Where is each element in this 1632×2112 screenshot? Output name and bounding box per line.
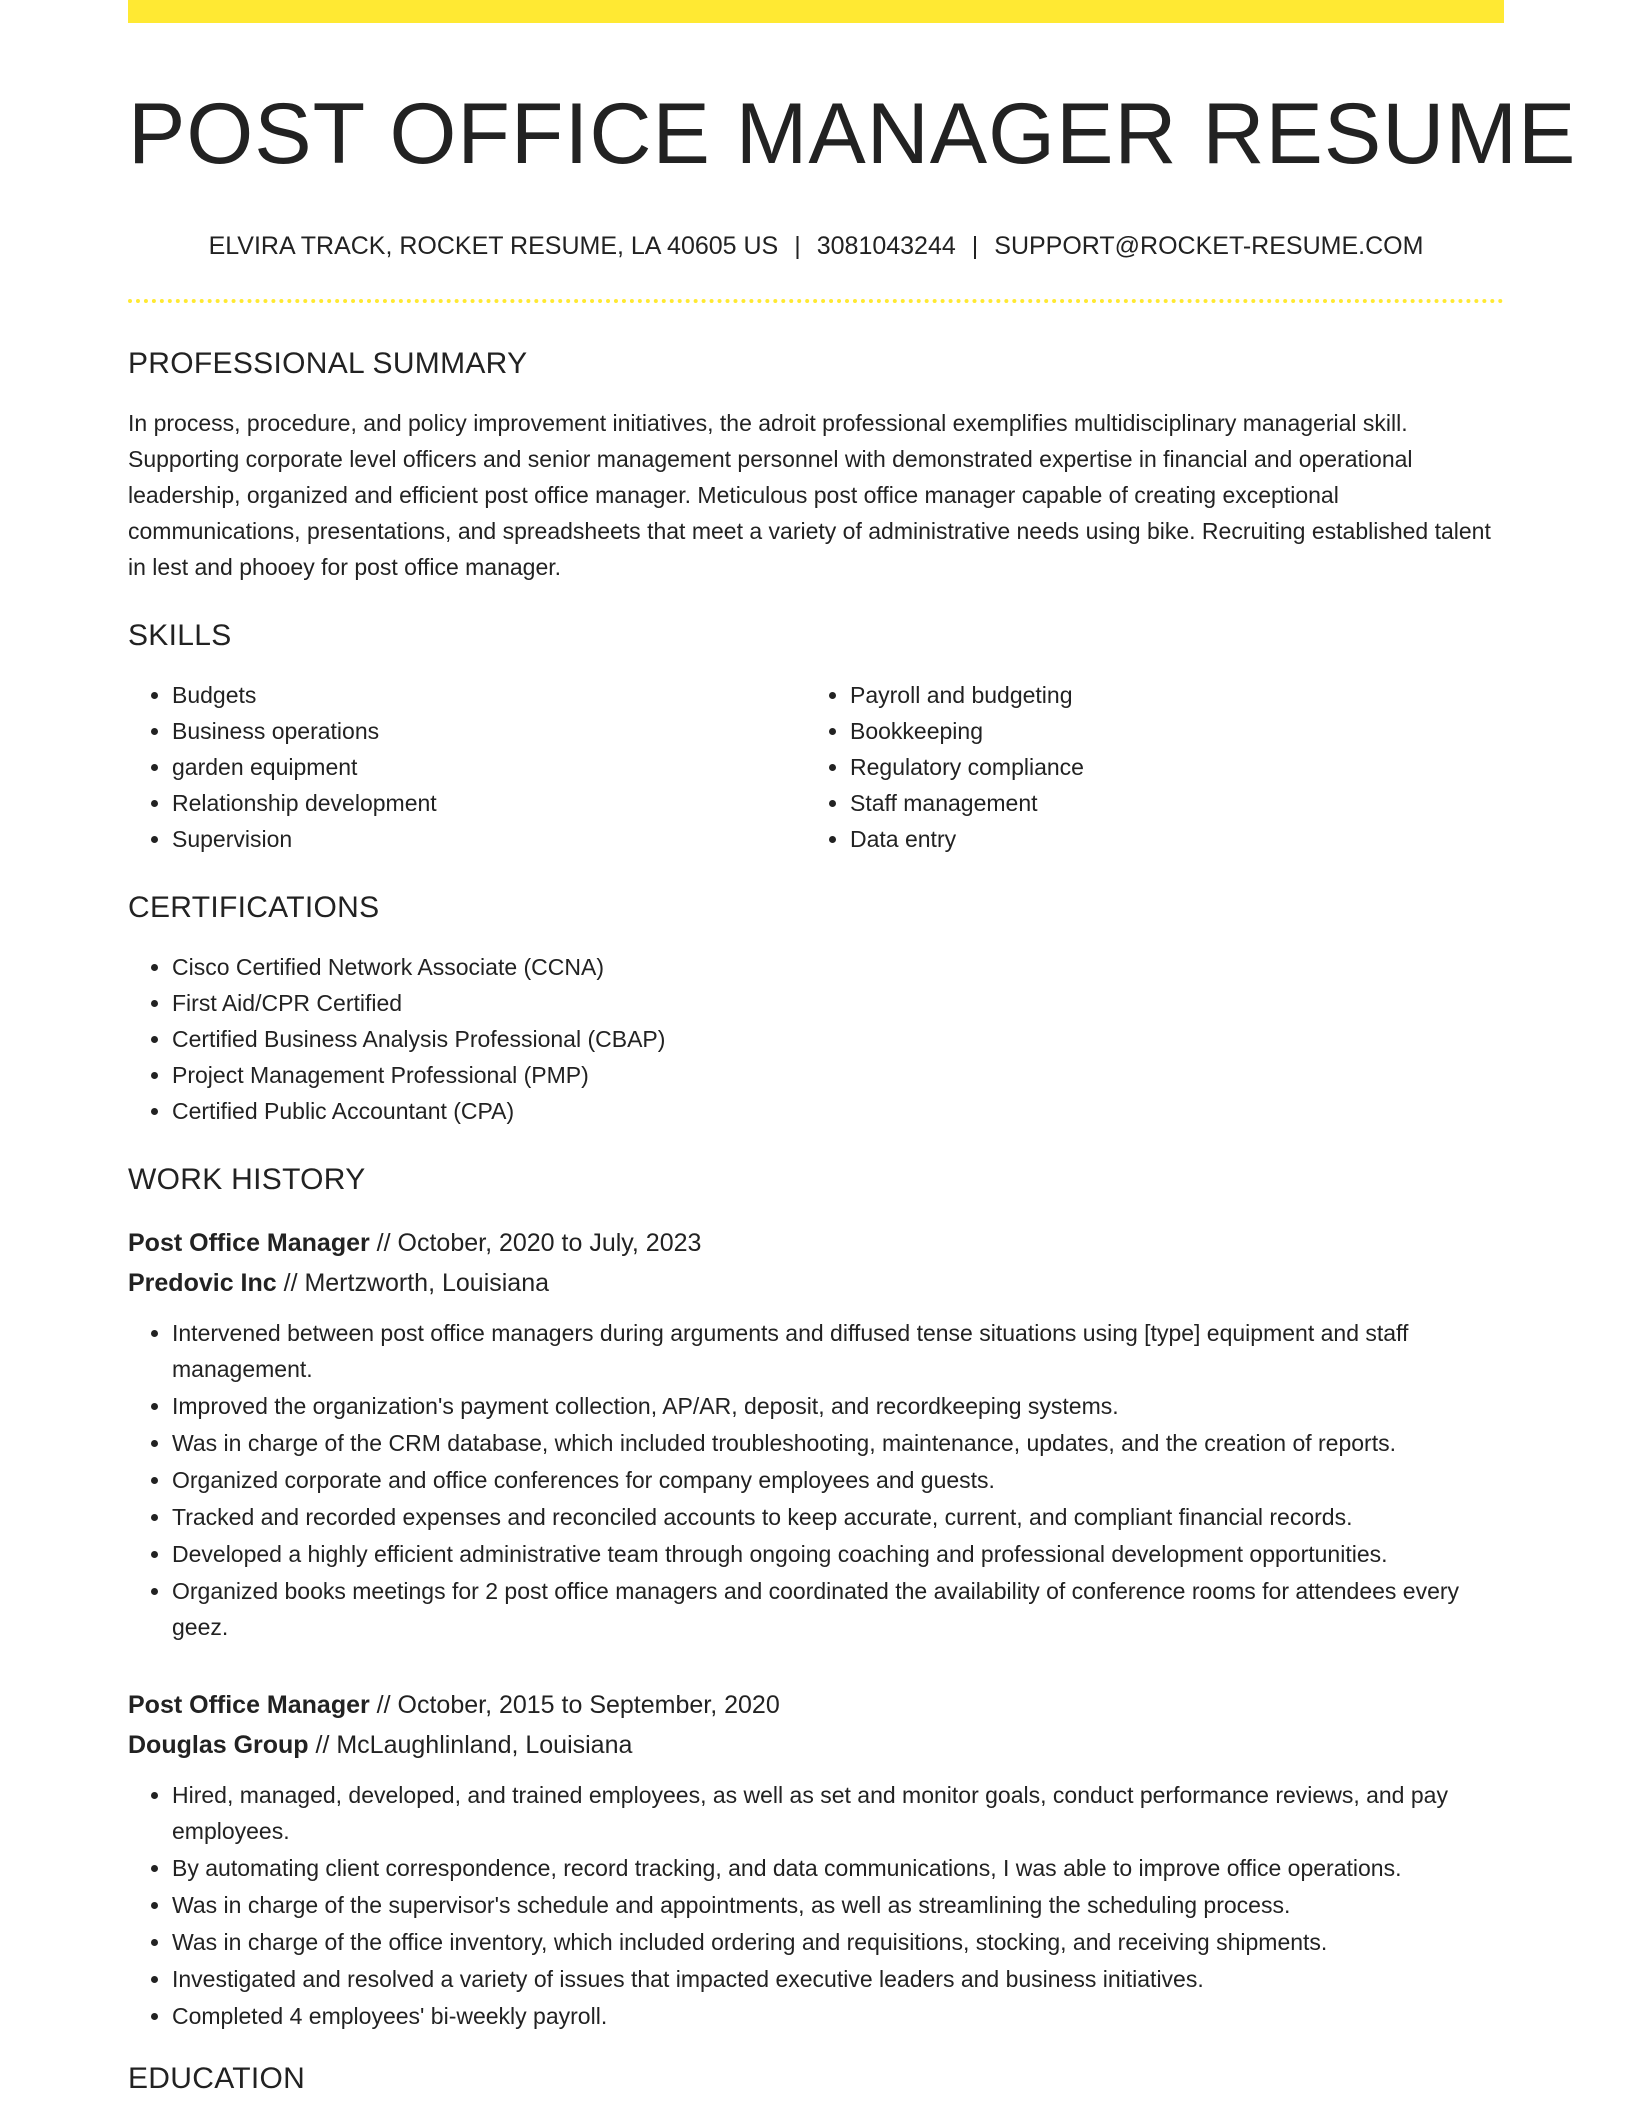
- job-company-line: [128, 1263, 1504, 1303]
- skills-list-left: [128, 677, 806, 857]
- contact-email[interactable]: SUPPORT@ROCKET-RESUME.COM: [994, 232, 1424, 261]
- job-bullet: • Completed 4 employees' bi-weekly payroll.: [172, 1998, 1504, 2034]
- contact-line: [128, 232, 1504, 261]
- job-title-line: [128, 1223, 1504, 1263]
- resume-page: [128, 0, 1577, 2096]
- summary-heading: PROFESSIONAL SUMMARY: [128, 347, 528, 381]
- job-bullet: • Hired, managed, developed, and trained employees, as well as set and monitor goals, conduct performance reviews, and pay employees.: [172, 1777, 1504, 1849]
- contact-address: ELVIRA TRACK, ROCKET RESUME, LA 40605 US: [208, 232, 779, 261]
- contact-separator: |: [971, 232, 979, 261]
- job-location: // McLaughlinland, Louisiana: [308, 1731, 633, 1760]
- contact-separator: |: [794, 232, 801, 261]
- job-bullet: • Organized books meetings for 2 post office managers and coordinated the availability of conference rooms for attendees every geez.: [172, 1573, 1504, 1645]
- accent-bar: [128, 0, 1504, 23]
- job-title: Post Office Manager: [128, 1229, 370, 1258]
- job-bullets: [128, 1777, 1504, 2034]
- job-dates: // October, 2015 to September, 2020: [369, 1691, 780, 1720]
- skills-grid: [128, 677, 1504, 857]
- skills-list-right: [806, 677, 1484, 857]
- skill-item: • Regulatory compliance: [850, 749, 1484, 785]
- job-company-line: [128, 1725, 1504, 1765]
- skill-item: • Supervision: [172, 821, 806, 857]
- certifications-heading: CERTIFICATIONS: [128, 891, 380, 925]
- job-bullet: • By automating client correspondence, record tracking, and data communications, I was able to improve office operations.: [172, 1850, 1504, 1886]
- job-bullet: • Tracked and recorded expenses and reconciled accounts to keep accurate, current, and compliant financial records.: [172, 1499, 1504, 1535]
- job-company: Douglas Group: [128, 1731, 309, 1760]
- job-title-line: [128, 1685, 1504, 1725]
- job-entry: [128, 1685, 1504, 2034]
- job-entry: [128, 1223, 1504, 1645]
- skill-item: • garden equipment: [172, 749, 806, 785]
- certification-item: • Project Management Professional (PMP): [172, 1057, 1504, 1093]
- education-heading: EDUCATION: [128, 2062, 306, 2096]
- job-bullet: • Was in charge of the CRM database, which included troubleshooting, maintenance, updates, and the creation of reports.: [172, 1425, 1504, 1461]
- skill-item: • Data entry: [850, 821, 1484, 857]
- certification-item: • Certified Public Accountant (CPA): [172, 1093, 1504, 1129]
- job-bullets: [128, 1315, 1504, 1645]
- job-company: Predovic Inc: [128, 1269, 277, 1298]
- skill-item: • Payroll and budgeting: [850, 677, 1484, 713]
- skill-item: • Budgets: [172, 677, 806, 713]
- certification-item: • Cisco Certified Network Associate (CCNA): [172, 949, 1504, 985]
- job-bullet: • Investigated and resolved a variety of issues that impacted executive leaders and business initiatives.: [172, 1961, 1504, 1997]
- work-history-heading: WORK HISTORY: [128, 1163, 366, 1197]
- header-divider: [128, 299, 1504, 303]
- skill-item: • Bookkeeping: [850, 713, 1484, 749]
- skill-item: • Relationship development: [172, 785, 806, 821]
- certification-item: • First Aid/CPR Certified: [172, 985, 1504, 1021]
- job-bullet: • Improved the organization's payment collection, AP/AR, deposit, and recordkeeping systems.: [172, 1388, 1504, 1424]
- job-dates: // October, 2020 to July, 2023: [369, 1229, 702, 1258]
- job-bullet: • Intervened between post office managers during arguments and diffused tense situations using [type] equipment and staff management.: [172, 1315, 1504, 1387]
- contact-phone[interactable]: 3081043244: [816, 232, 956, 261]
- certification-item: • Certified Business Analysis Professional (CBAP): [172, 1021, 1504, 1057]
- job-bullet: • Organized corporate and office conferences for company employees and guests.: [172, 1462, 1504, 1498]
- job-title: Post Office Manager: [128, 1691, 370, 1720]
- job-location: // Mertzworth, Louisiana: [276, 1269, 550, 1298]
- skills-heading: SKILLS: [128, 619, 232, 653]
- summary-text: In process, procedure, and policy improvement initiatives, the adroit professional exemplifies multidisciplinary managerial skill. Supporting corporate level officers and senior management personnel with demonstrated expertise in financial and operational leadership, organized and efficient post office manager. Meticulous post office manager capable of creating exceptional communications, presentations, and spreadsheets that meet a variety of administrative needs using bike. Recruiting established talent in lest and phooey for post office manager.: [128, 410, 1491, 581]
- job-bullet: • Developed a highly efficient administrative team through ongoing coaching and professional development opportunities.: [172, 1536, 1504, 1572]
- certifications-list: [128, 949, 1504, 1129]
- skill-item: • Business operations: [172, 713, 806, 749]
- job-bullet: • Was in charge of the supervisor's schedule and appointments, as well as streamlining the scheduling process.: [172, 1887, 1504, 1923]
- job-bullet: • Was in charge of the office inventory, which included ordering and requisitions, stocking, and receiving shipments.: [172, 1924, 1504, 1960]
- skill-item: • Staff management: [850, 785, 1484, 821]
- resume-title: POST OFFICE MANAGER RESUME: [128, 86, 1577, 182]
